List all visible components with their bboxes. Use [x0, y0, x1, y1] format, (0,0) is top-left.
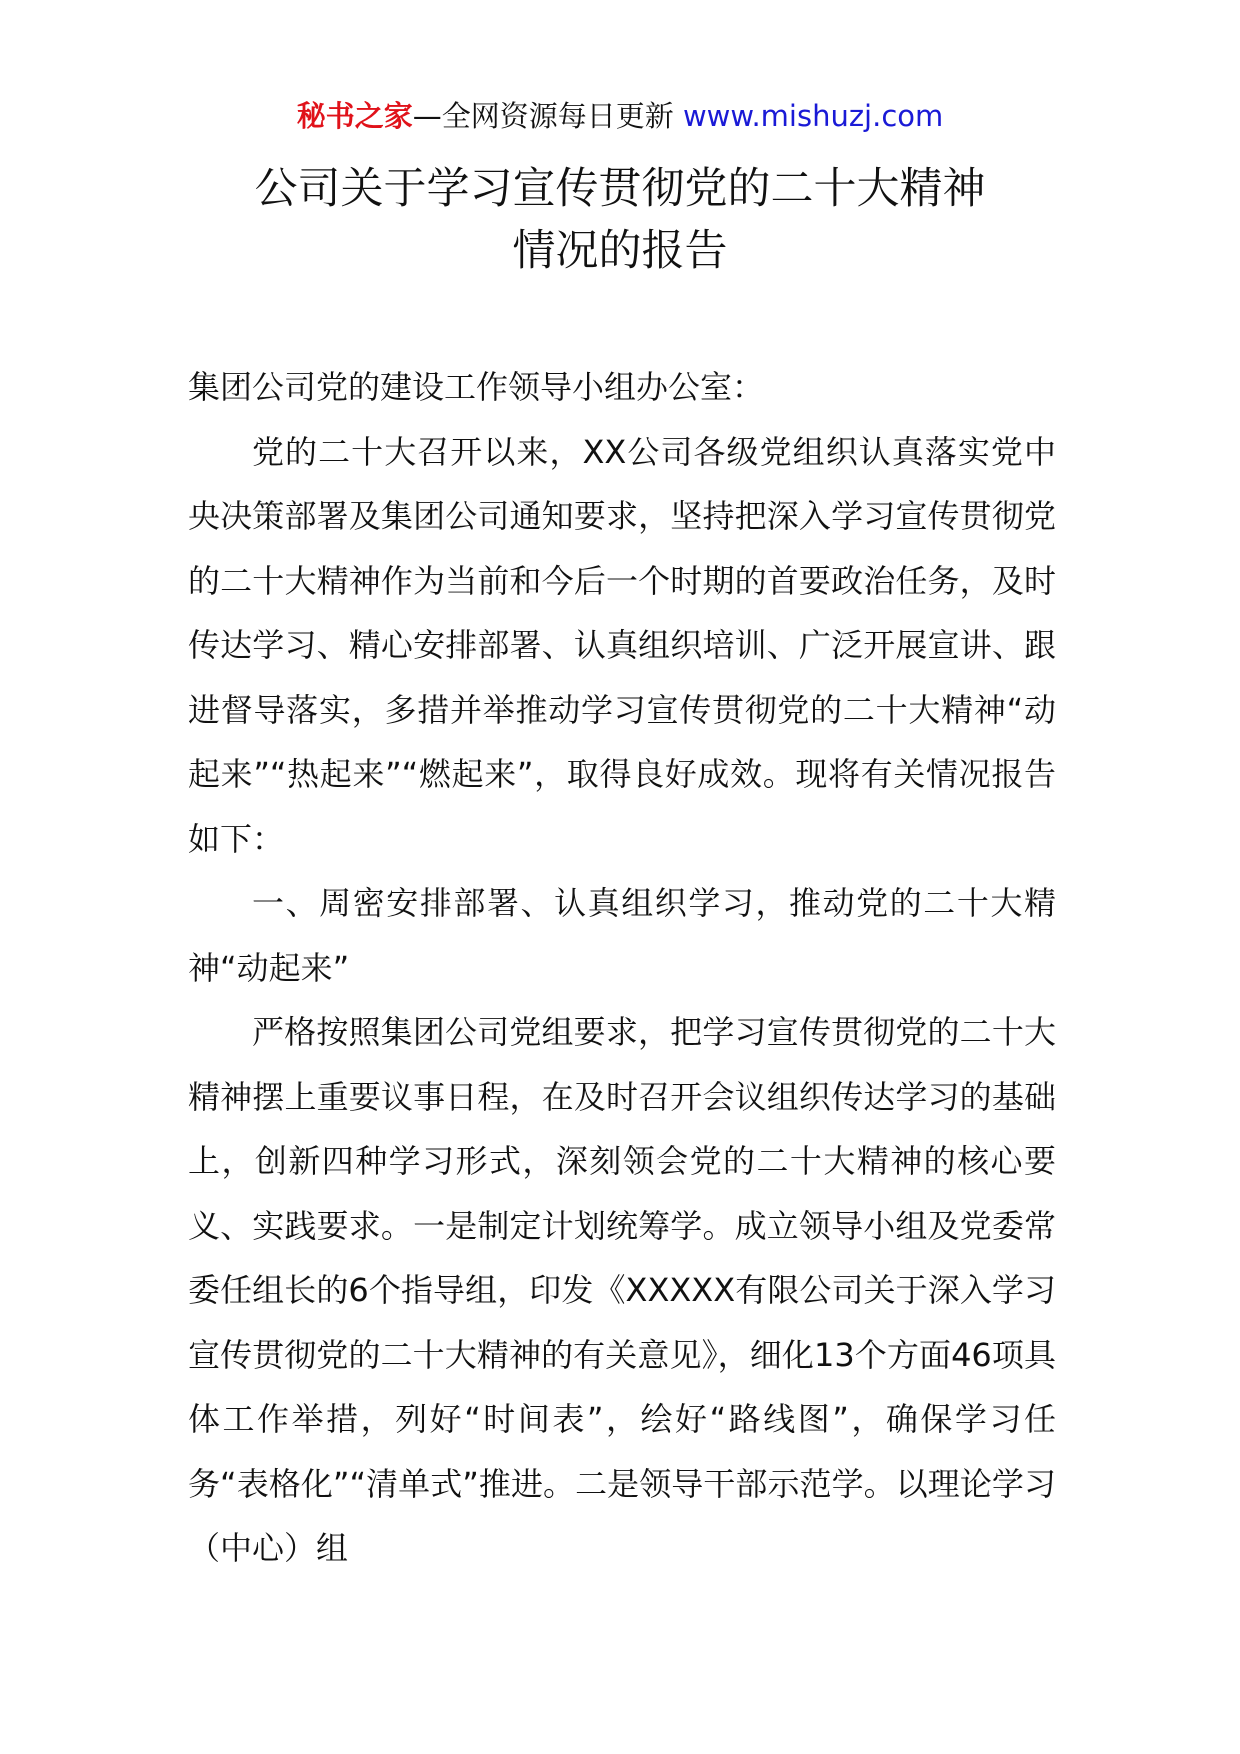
title-line-2: 情况的报告 [512, 226, 728, 276]
section-heading: 一、周密安排部署、认真组织学习，推动党的二十大精神“动起来” [188, 884, 1056, 987]
body-paragraph: 严格按照集团公司党组要求，把学习宣传贯彻党的二十大精神摆上重要议事日程，在及时召开会议组织传达学习的基础上，创新四种学习形式，深刻领会党的二十大精神的核心要义、实践要求。一是制定计划统筹学。成立领导小组及党委常委任组长的6个指导组，印发《XXXXX有限公司关于深入学习宣传贯彻党的二十大精神的有关意见》，细化13个方面46项具体工作举措，列好“时间表”，绘好“路线图”，确保学习任务“表格化”“清单式”推进。二是领导干部示范学。以理论学习（中心）组 [188, 1013, 1056, 1567]
document-title [0, 158, 1240, 282]
title-line-1: 公司关于学习宣传贯彻党的二十大精神 [254, 164, 986, 214]
banner-url[interactable]: www.mishuzj.com [682, 99, 944, 133]
banner-brand: 秘书之家 [296, 99, 413, 133]
salutation: 集团公司党的建设工作领导小组办公室： [188, 368, 765, 406]
watermark-banner [0, 96, 1240, 136]
banner-tagline: —全网资源每日更新 [412, 99, 674, 133]
body-paragraph: 党的二十大召开以来，XX公司各级党组织认真落实党中央决策部署及集团公司通知要求，坚持把深入学习宣传贯彻党的二十大精神作为当前和今后一个时期的首要政治任务，及时传达学习、精心安排部署、认真组织培训、广泛开展宣讲、跟进督导落实，多措并举推动学习宣传贯彻党的二十大精神“动起来”“热起来”“燃起来”，取得良好成效。现将有关情况报告如下： [188, 432, 1056, 858]
document-body [188, 355, 1056, 1581]
